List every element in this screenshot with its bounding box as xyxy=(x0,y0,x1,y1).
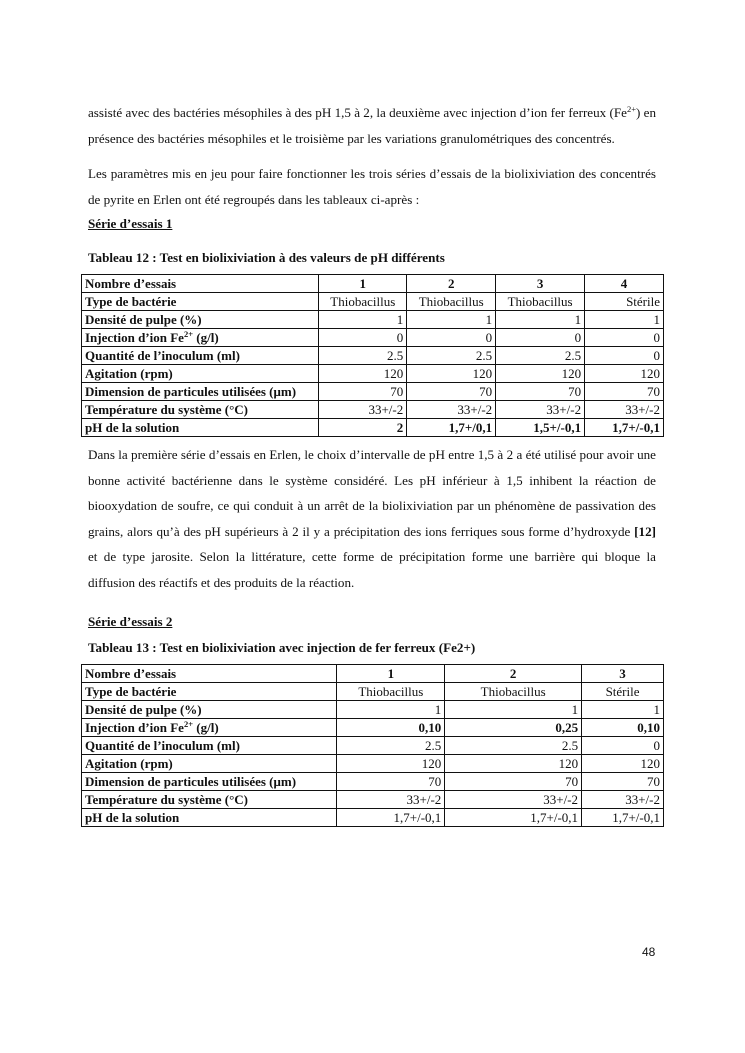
table-row: Densité de pulpe (%) 1 1 1 xyxy=(82,701,664,719)
table-row: Injection d’ion $Fe^{2+}$ (g/l) 0,10 0,25 0,10 xyxy=(82,719,664,737)
table-row: Type de bactérie Thiobacillus Thiobacillus Stérile xyxy=(82,683,664,701)
table-row: pH de la solution 2 1,7+/0,1 1,5+/-0,1 1,7+/-0,1 xyxy=(82,419,664,437)
table-row: Nombre d’essais 1 2 3 4 xyxy=(82,275,664,293)
table12-caption: Tableau 12 : Test en biolixiviation à des valeurs de pH différents xyxy=(88,250,445,265)
document-body xyxy=(85,100,660,827)
paragraph-parameters: Les paramètres mis en jeu pour faire fonctionner les trois séries d’essais de la biolixiviation des concentrés de pyrite en Erlen ont été regroupés dans les tableaux ci-après : xyxy=(88,166,656,207)
table-row: Type de bactérie Thiobacillus Thiobacillus Thiobacillus Stérile xyxy=(82,293,664,311)
table-13 xyxy=(81,664,664,827)
table-row: Température du système (°C) 33+/-2 33+/-2 33+/-2 33+/-2 xyxy=(82,401,664,419)
table-row: Quantité de l’inoculum (ml) 2.5 2.5 2.5 0 xyxy=(82,347,664,365)
table-row: Dimension de particules utilisées (μm) 70 70 70 xyxy=(82,773,664,791)
page-number: 48 xyxy=(642,945,656,959)
table-row: Température du système (°C) 33+/-2 33+/-2 33+/-2 xyxy=(82,791,664,809)
table-row: pH de la solution 1,7+/-0,1 1,7+/-0,1 1,7+/-0,1 xyxy=(82,809,664,827)
table-row: Densité de pulpe (%) 1 1 1 1 xyxy=(82,311,664,329)
citation-ref: [12] xyxy=(634,523,656,539)
table-row: Dimension de particules utilisées (μm) 70 70 70 70 xyxy=(82,383,664,401)
paragraph-series1-discussion: Dans la première série d’essais en Erlen, le choix d’intervalle de pH entre 1,5 à 2 a été utilisé pour avoir une bonne activité bactérienne dans le système considéré. Les pH inférieur à 1,5 inhibent la réaction de biooxydation de soufre, ce qui conduit à un arrêt de la biolixiviation par un phénomène de passivation des grains, alors qu’à des pH supérieurs à 2 il y a précipitation des ions ferriques sous forme d’hydroxyde [12] et de type jarosite. Selon la littérature, cette forme de précipitation forme une barrière qui bloque la diffusion des réactifs et des produits de la réaction. xyxy=(88,447,656,590)
table-row: Nombre d’essais 1 2 3 xyxy=(82,665,664,683)
table-12 xyxy=(81,274,664,437)
table-row: Quantité de l’inoculum (ml) 2.5 2.5 0 xyxy=(82,737,664,755)
paragraph-intro: assisté avec des bactéries mésophiles à des pH 1,5 à 2, la deuxième avec injection d’ion fer ferreux $(Fe^{2+})$ en présence des bactéries mésophiles et le troisième par les variations granulométriques des concentrés. xyxy=(88,104,656,146)
table-row: Agitation (rpm) 120 120 120 120 xyxy=(82,365,664,383)
series2-heading: Série d’essais 2 xyxy=(88,614,173,629)
series1-heading: Série d’essais 1 xyxy=(88,216,173,231)
table13-caption: Tableau 13 : Test en biolixiviation avec injection de fer ferreux (Fe2+) xyxy=(88,640,476,655)
table-row: Injection d’ion $Fe^{2+}$ (g/l) 0 0 0 0 xyxy=(82,329,664,347)
table-row: Agitation (rpm) 120 120 120 xyxy=(82,755,664,773)
